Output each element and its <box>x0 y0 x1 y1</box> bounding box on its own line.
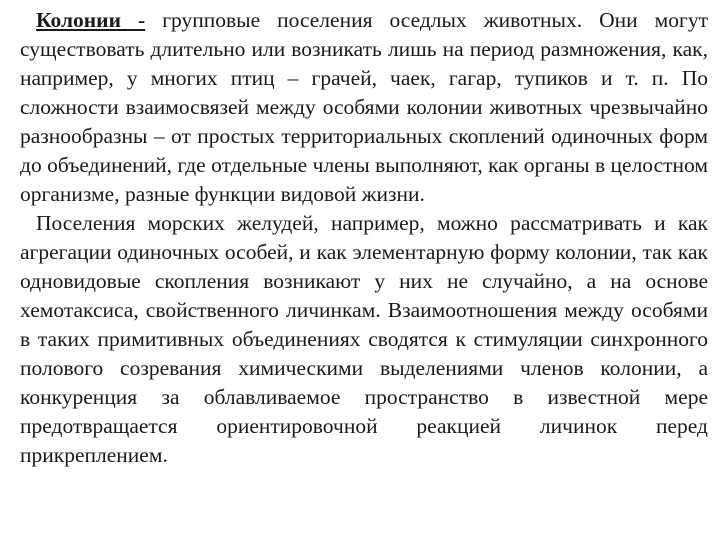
paragraph-2-text: Поселения морских желудей, например, можно рассматривать и как агрегации одиночных особей, и как элементарную форму колонии, так как одновидовые скопления возникают у них не случайно, а на основе хемотаксиса, свойственного личинкам. Взаимоотношения между особями в таких примитивных объединениях сводятся к стимуляции синхронного полового созревания химическими выделениями членов колонии, а конкуренция за облавливаемое пространство в известной мере предотвращается ориентировочной реакцией личинок перед прикреплением. <box>20 211 708 467</box>
term-colonies: Колонии - <box>36 8 146 32</box>
document-page <box>20 6 708 470</box>
paragraph-1-text: групповые поселения оседлых животных. Они могут существовать длительно или возникать лишь на период размножения, как, например, у многих птиц – грачей, чаек, гагар, тупиков и т. п. По сложности взаимосвязей между особями колонии животных чрезвычайно разнообразны – от простых территориальных скоплений одиночных форм до объединений, где отдельные члены выполняют, как органы в целостном организме, разные функции видовой жизни. <box>20 8 708 206</box>
paragraph-barnacles <box>20 209 708 470</box>
paragraph-colonies-definition <box>20 6 708 209</box>
